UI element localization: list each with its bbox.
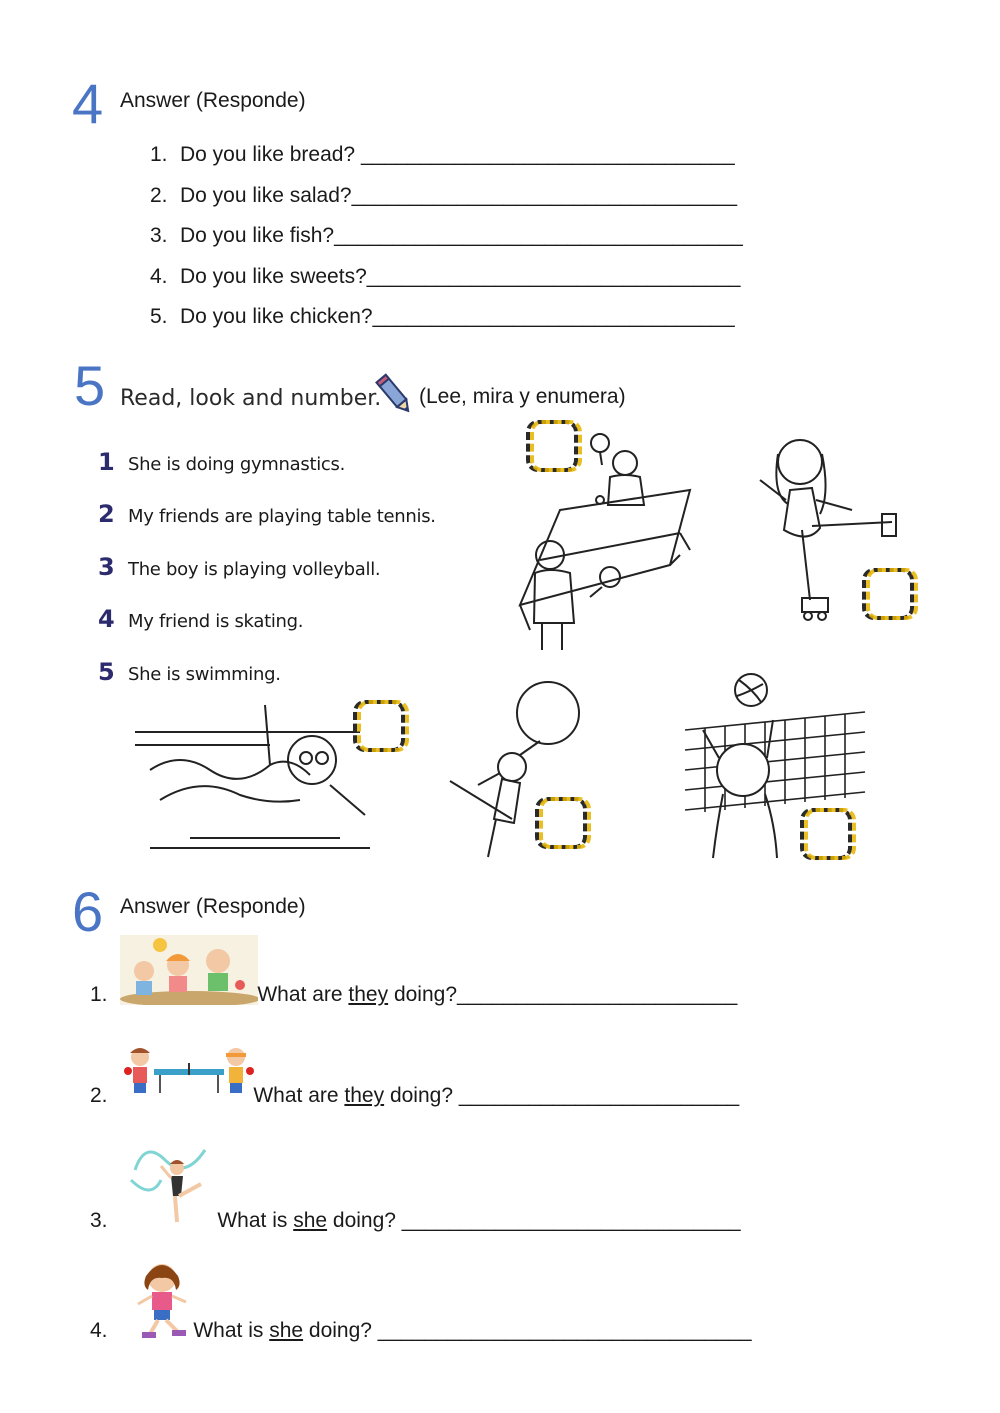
section-4-question-3[interactable] — [150, 224, 743, 248]
question-post: doing? ________________________________ — [303, 1319, 752, 1342]
question-pronoun: she — [293, 1209, 328, 1232]
question-pronoun: they — [344, 1084, 385, 1107]
section-6-question-2[interactable] — [90, 1084, 739, 1108]
sentence-4 — [98, 605, 304, 633]
sentence-text: She is doing gymnastics. — [128, 454, 346, 475]
section-4-question-1[interactable] — [150, 143, 735, 167]
question-text: Do you like sweets?________________________________ — [180, 265, 741, 288]
answer-box-table-tennis[interactable] — [526, 420, 578, 472]
question-pre: What is — [217, 1209, 294, 1232]
question-number: 2. — [90, 1084, 108, 1107]
question-text: Do you like chicken?_______________________________ — [180, 305, 735, 328]
sentence-text: She is swimming. — [128, 664, 281, 685]
sentence-number: 1 — [98, 448, 115, 476]
question-number: 3. — [90, 1209, 108, 1232]
section-4-title: Answer (Responde) — [120, 89, 306, 112]
pencil-icon — [374, 372, 414, 421]
section-4-number: 4 — [72, 72, 104, 135]
sentence-1 — [98, 448, 346, 476]
question-number: 5. — [150, 305, 168, 328]
sentence-number: 5 — [98, 658, 115, 686]
section-4-question-4[interactable] — [150, 265, 741, 289]
section-6-number: 6 — [72, 880, 104, 943]
sentence-5 — [98, 658, 281, 686]
sentence-number: 3 — [98, 553, 115, 581]
question-number: 1. — [90, 983, 108, 1006]
section-5-translation: (Lee, mira y enumera) — [419, 385, 626, 408]
section-6-question-1[interactable] — [90, 983, 737, 1007]
section-4-question-2[interactable] — [150, 184, 737, 208]
question-number: 1. — [150, 143, 168, 166]
sentence-text: The boy is playing volleyball. — [128, 559, 381, 580]
question-text: Do you like fish?___________________________________ — [180, 224, 743, 247]
swimming-illustration — [130, 700, 380, 860]
section-6-question-4[interactable] — [90, 1319, 752, 1343]
section-4-question-5[interactable] — [150, 305, 735, 329]
question-pronoun: she — [269, 1319, 304, 1342]
question-pre: What are — [253, 1084, 345, 1107]
question-pre: What is — [193, 1319, 270, 1342]
sentence-text: My friend is skating. — [128, 611, 304, 632]
question-number: 4. — [150, 265, 168, 288]
question-post: doing? ________________________ — [384, 1084, 740, 1107]
section-6-question-3[interactable] — [90, 1209, 741, 1233]
question-number: 4. — [90, 1319, 108, 1342]
question-pre: What are — [257, 983, 349, 1006]
question-post: doing? _____________________________ — [327, 1209, 741, 1232]
question-pronoun: they — [348, 983, 389, 1006]
section-5-number: 5 — [74, 354, 106, 417]
question-text: Do you like bread? ________________________________ — [180, 143, 735, 166]
sentence-number: 4 — [98, 605, 115, 633]
sentence-text: My friends are playing table tennis. — [128, 506, 436, 527]
answer-box-volleyball[interactable] — [800, 808, 852, 860]
question-text: Do you like salad?_________________________________ — [180, 184, 738, 207]
sentence-2 — [98, 500, 436, 528]
question-number: 2. — [150, 184, 168, 207]
answer-box-skating[interactable] — [862, 568, 914, 620]
answer-box-gymnastics[interactable] — [535, 797, 587, 849]
section-5-title: Read, look and number. — [120, 386, 382, 411]
question-post: doing?________________________ — [388, 983, 738, 1006]
sentence-3 — [98, 553, 381, 581]
sentence-number: 2 — [98, 500, 115, 528]
section-6-title: Answer (Responde) — [120, 895, 306, 918]
question-number: 3. — [150, 224, 168, 247]
answer-box-swimming[interactable] — [353, 700, 405, 752]
